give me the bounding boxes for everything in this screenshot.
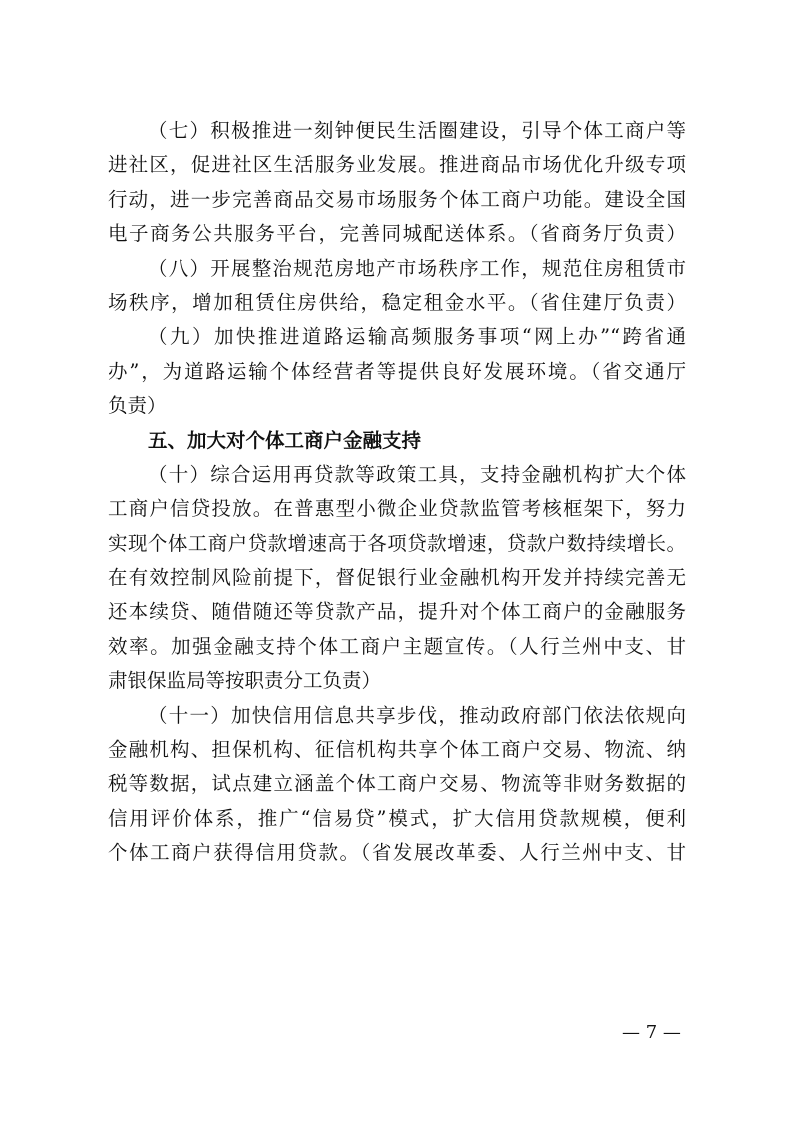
- text-line: 工商户信贷投放。在普惠型小微企业贷款监管考核框架下，努力: [108, 497, 686, 521]
- text-line: 负责）: [108, 394, 167, 418]
- text-line: 还本续贷、随借随还等贷款产品，提升对个体工商户的金融服务: [108, 600, 686, 624]
- text-line: 电子商务公共服务平台，完善同城配送体系。（省商务厅负责）: [108, 222, 686, 246]
- text-line: （十）综合运用再贷款等政策工具，支持金融机构扩大个体: [148, 462, 686, 486]
- text-line: 行动，进一步完善商品交易市场服务个体工商户功能。建设全国: [108, 187, 686, 211]
- text-line: （七）积极推进一刻钟便民生活圈建设，引导个体工商户等: [148, 119, 686, 142]
- paragraph-10: [108, 458, 686, 699]
- document-body: [108, 114, 686, 871]
- text-line: 效率。加强金融支持个体工商户主题宣传。（人行兰州中支、甘: [108, 634, 686, 658]
- text-line: 信用评价体系，推广“信易贷”模式，扩大信用贷款规模，便利: [108, 806, 686, 830]
- section-heading: 五、加大对个体工商户金融支持: [148, 428, 422, 452]
- text-line: 肃银保监局等按职责分工负责）: [108, 669, 382, 693]
- text-line: 个体工商户获得信用贷款。（省发展改革委、人行兰州中支、甘: [108, 841, 686, 865]
- paragraph-11: [108, 699, 686, 871]
- text-line: （八）开展整治规范房地产市场秩序工作，规范住房租赁市: [148, 256, 686, 280]
- text-line: （十一）加快信用信息共享步伐，推动政府部门依法依规向: [148, 703, 686, 727]
- text-line: 办”，为道路运输个体经营者等提供良好发展环境。（省交通厅: [108, 359, 686, 383]
- paragraph-9: [108, 320, 686, 423]
- paragraph-7: [108, 114, 686, 252]
- text-line: （九）加快推进道路运输高频服务事项“网上办”“跨省通: [148, 325, 686, 349]
- text-line: 在有效控制风险前提下，督促银行业金融机构开发并持续完善无: [108, 566, 686, 590]
- text-line: 实现个体工商户贷款增速高于各项贷款增速，贷款户数持续增长。: [108, 531, 686, 555]
- text-line: 场秩序，增加租赁住房供给，稳定租金水平。（省住建厅负责）: [108, 290, 686, 314]
- text-line: 金融机构、担保机构、征信机构共享个体工商户交易、物流、纳: [108, 738, 686, 762]
- text-line: 进社区，促进社区生活服务业发展。推进商品市场优化升级专项: [108, 153, 686, 177]
- page-number: — 7 —: [622, 1022, 681, 1043]
- text-line: 税等数据，试点建立涵盖个体工商户交易、物流等非财务数据的: [108, 772, 686, 796]
- paragraph-8: [108, 252, 686, 321]
